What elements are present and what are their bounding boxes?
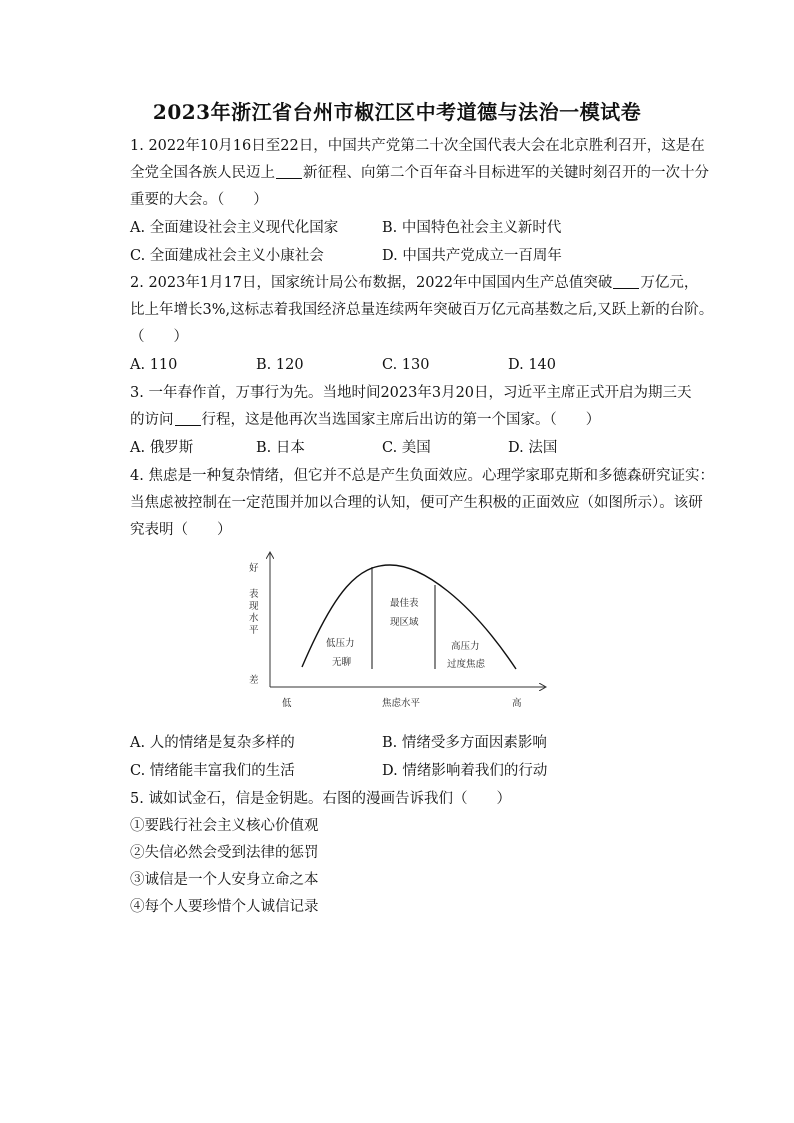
page-title: 2023年浙江省台州市椒江区中考道德与法治一模试卷 <box>152 100 642 124</box>
q5-item-2: ②失信必然会受到法律的惩罚 <box>130 845 319 861</box>
y-top-label: 好 <box>249 563 259 574</box>
x-axis-label: 焦虑水平 <box>382 698 421 709</box>
q4-option-a[interactable]: A. 人的情绪是复杂多样的 <box>130 735 295 751</box>
q1-option-a[interactable]: A. 全面建设社会主义现代化国家 <box>130 220 339 236</box>
q4-line1: 4. 焦虑是一种复杂情绪，但它并不总是产生负面效应。心理学家耶克斯和多德森研究证实： <box>130 468 714 484</box>
q4-line3: 究表明（ ） <box>130 522 232 538</box>
q1-line1: 1. 2022年10月16日至22日，中国共产党第二十次全国代表大会在北京胜利召开，这是在 <box>130 138 705 154</box>
y-label-char-3: 水 <box>249 613 259 624</box>
q1-line2 <box>130 163 709 183</box>
q4-option-b[interactable]: B. 情绪受多方面因素影响 <box>382 735 547 751</box>
x-low-label: 低 <box>282 698 292 709</box>
q2-line2: 比上年增长3%,这标志着我国经济总量连续两年突破百万亿元高基数之后,又跃上新的台阶。 <box>130 302 714 318</box>
q5-item-4: ④每个人要珍惜个人诚信记录 <box>130 899 319 915</box>
q4-line2: 当焦虑被控制在一定范围并加以合理的认知，便可产生积极的正面效应（如图所示）。该研 <box>130 495 703 511</box>
q5-item-1: ①要践行社会主义核心价值观 <box>130 818 319 834</box>
q2-line1 <box>130 273 698 293</box>
q3-blank <box>175 411 201 426</box>
x-high-label: 高 <box>512 698 522 709</box>
y-bottom-label: 差 <box>249 675 259 686</box>
q2-line1-a: 2. 2023年1月17日，国家统计局公布数据，2022年中国国内生产总值突破 <box>130 275 613 291</box>
q3-line2 <box>130 410 600 430</box>
q4-option-c[interactable]: C. 情绪能丰富我们的生活 <box>130 763 295 779</box>
q3-line2-a: 的访问 <box>130 412 174 428</box>
region-low-line2: 无聊 <box>332 657 352 668</box>
q5-line1: 5. 诚如试金石，信是金钥匙。右图的漫画告诉我们（ ） <box>130 791 511 807</box>
region-best-line2: 现区域 <box>390 617 419 628</box>
q3-option-d[interactable]: D. 法国 <box>508 440 558 456</box>
region-best-line1: 最佳表 <box>390 598 419 609</box>
q1-line2-a: 全党全国各族人民迈上 <box>130 165 275 181</box>
q3-line1: 3. 一年春作首，万事行为先。当地时间2023年3月20日，习近平主席正式开启为期三天 <box>130 385 692 401</box>
q2-line1-b: 万亿元， <box>640 275 699 291</box>
q5-item-3: ③诚信是一个人安身立命之本 <box>130 872 319 888</box>
q3-option-b[interactable]: B. 日本 <box>256 440 305 456</box>
q3-line2-b: 行程，这是他再次当选国家主席后出访的第一个国家。（ ） <box>201 412 601 428</box>
q2-option-c[interactable]: C. 130 <box>382 357 430 373</box>
q3-option-a[interactable]: A. 俄罗斯 <box>130 440 194 456</box>
q3-option-c[interactable]: C. 美国 <box>382 440 431 456</box>
q1-option-b[interactable]: B. 中国特色社会主义新时代 <box>382 220 562 236</box>
y-label-char-1: 表 <box>249 589 259 600</box>
q2-option-d[interactable]: D. 140 <box>508 357 557 373</box>
q1-line3: 重要的大会。（ ） <box>130 192 268 208</box>
q2-option-b[interactable]: B. 120 <box>256 357 304 373</box>
anxiety-performance-chart <box>240 545 550 715</box>
q1-line2-b: 新征程、向第二个百年奋斗目标进军的关键时刻召开的一次十分 <box>303 165 709 181</box>
q2-line3: （ ） <box>130 329 188 345</box>
q1-option-c[interactable]: C. 全面建成社会主义小康社会 <box>130 248 324 264</box>
y-label-char-4: 平 <box>249 625 259 636</box>
q1-blank <box>276 164 302 179</box>
q2-blank <box>613 274 639 289</box>
region-low-line1: 低压力 <box>326 638 355 649</box>
q2-option-a[interactable]: A. 110 <box>130 357 178 373</box>
region-high-line1: 高压力 <box>451 641 480 652</box>
region-high-line2: 过度焦虑 <box>447 659 486 670</box>
y-label-char-2: 现 <box>249 601 259 612</box>
q4-option-d[interactable]: D. 情绪影响着我们的行动 <box>382 763 548 779</box>
q1-option-d[interactable]: D. 中国共产党成立一百周年 <box>382 248 562 264</box>
